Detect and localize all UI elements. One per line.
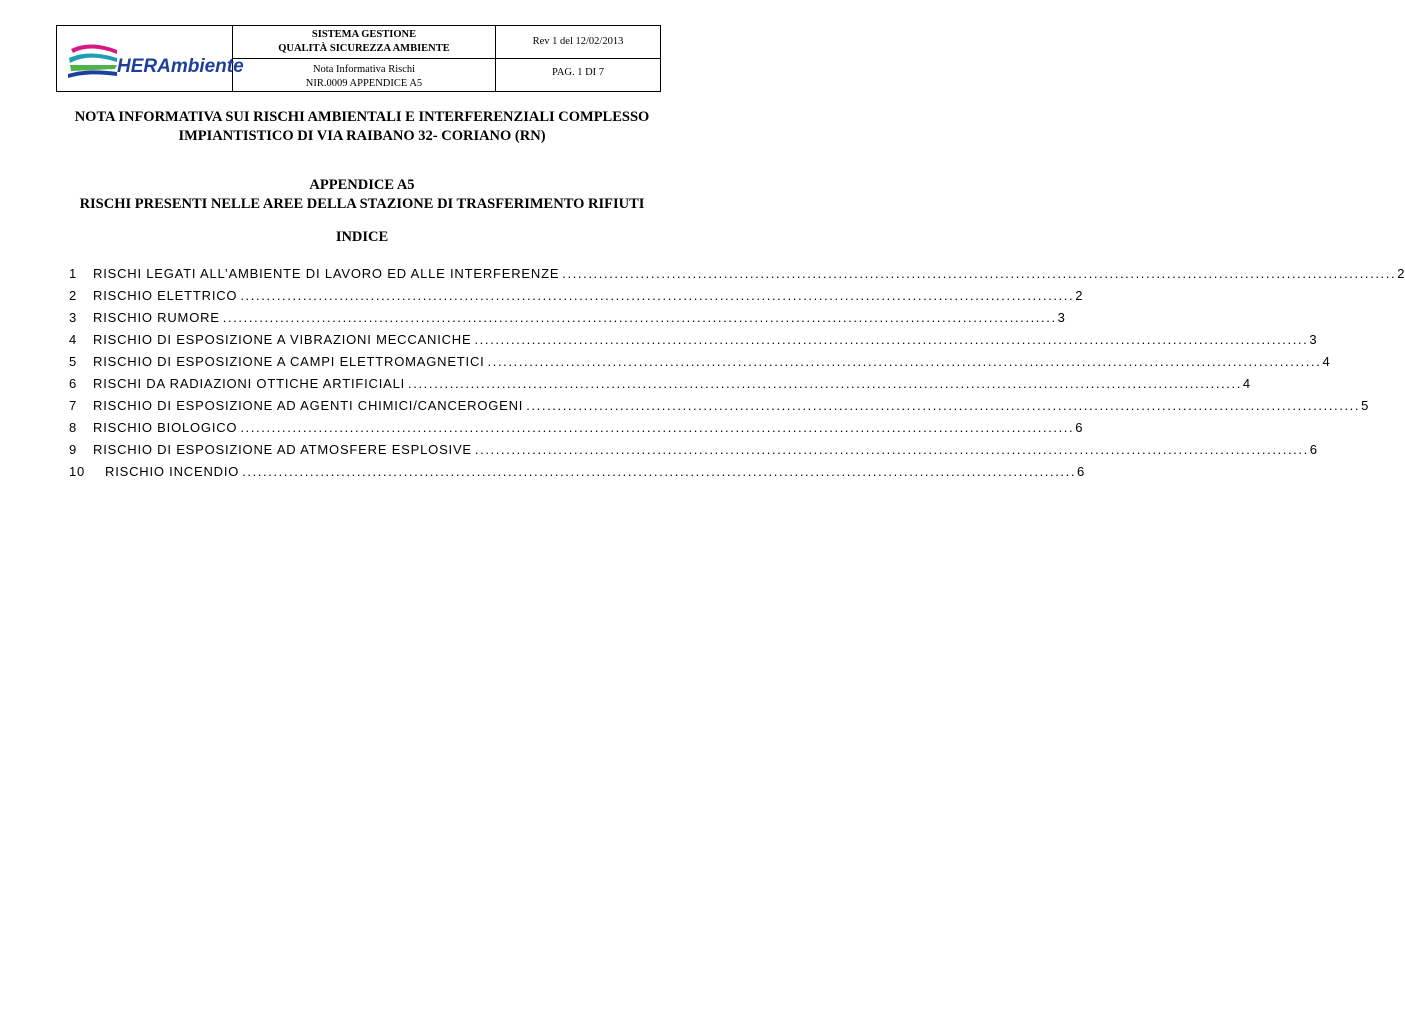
toc-entry-number: 5 — [69, 354, 78, 369]
toc-entry[interactable] — [69, 442, 1318, 464]
toc-entry[interactable] — [69, 398, 1370, 420]
toc-entry[interactable] — [69, 332, 1318, 354]
toc-entry-title: RISCHIO DI ESPOSIZIONE AD AGENTI CHIMICI/CANCEROGENI — [93, 398, 524, 413]
appendix-heading — [40, 176, 684, 214]
logo-text: HERAmbiente — [116, 55, 244, 77]
table-of-contents — [69, 266, 1405, 486]
toc-leader-dots — [488, 354, 1322, 369]
toc-entry-title: RISCHIO BIOLOGICO — [93, 420, 238, 435]
toc-entry-page: 6 — [1075, 420, 1084, 435]
toc-entry-page: 4 — [1322, 354, 1331, 369]
toc-entry[interactable] — [69, 310, 1066, 332]
toc-entry-title: RISCHIO ELETTRICO — [93, 288, 238, 303]
page-number: PAG. 1 DI 7 — [551, 67, 605, 78]
toc-entry-page: 6 — [1077, 464, 1086, 479]
toc-entry-title: RISCHI LEGATI ALL’AMBIENTE DI LAVORO ED ALLE INTERFERENZE — [93, 266, 560, 281]
appendix-label: APPENDICE A5 — [309, 177, 415, 193]
toc-entry[interactable] — [69, 464, 1086, 486]
toc-entry-title: RISCHI DA RADIAZIONI OTTICHE ARTIFICIALI — [93, 376, 406, 391]
toc-entry-title: RISCHIO DI ESPOSIZIONE A VIBRAZIONI MECCANICHE — [93, 332, 472, 347]
toc-leader-dots — [223, 310, 1057, 325]
toc-entry-number: 10 — [69, 464, 86, 479]
appendix-subtitle: RISCHI PRESENTI NELLE AREE DELLA STAZIONE DI TRASFERIMENTO RIFIUTI — [79, 196, 645, 212]
toc-leader-dots — [240, 288, 1074, 303]
document-header — [56, 25, 661, 92]
document-code-line2: NIR.0009 APPENDICE A5 — [305, 78, 423, 89]
toc-entry[interactable] — [69, 288, 1084, 310]
toc-entry-page: 3 — [1309, 332, 1318, 347]
document-code — [233, 59, 495, 91]
page-title — [40, 108, 684, 146]
system-title-line2: QUALITÀ SICUREZZA AMBIENTE — [278, 43, 450, 54]
toc-entry-page: 5 — [1361, 398, 1370, 413]
document-code-line1: Nota Informativa Rischi — [312, 64, 416, 75]
toc-leader-dots — [474, 332, 1308, 347]
toc-leader-dots — [526, 398, 1360, 413]
toc-entry-number: 8 — [69, 420, 78, 435]
toc-entry-page: 6 — [1309, 442, 1318, 457]
toc-entry-page: 2 — [1075, 288, 1084, 303]
toc-entry[interactable] — [69, 420, 1084, 442]
logo-cell — [57, 26, 244, 91]
toc-entry-number: 9 — [69, 442, 78, 457]
toc-entry-page: 4 — [1242, 376, 1251, 391]
toc-entry-title: RISCHIO RUMORE — [93, 310, 220, 325]
toc-entry-page: 3 — [1057, 310, 1066, 325]
toc-entry-title: RISCHIO DI ESPOSIZIONE AD ATMOSFERE ESPLOSIVE — [93, 442, 472, 457]
index-heading: INDICE — [335, 229, 389, 245]
toc-entry-page: 2 — [1397, 266, 1405, 281]
toc-entry-title: RISCHIO INCENDIO — [105, 464, 240, 479]
page-title-line2: IMPIANTISTICO DI VIA RAIBANO 32- CORIANO (RN) — [178, 128, 546, 144]
toc-entry[interactable] — [69, 266, 1405, 288]
hera-ambiente-logo — [65, 36, 244, 82]
toc-entry[interactable] — [69, 376, 1251, 398]
toc-entry-number: 4 — [69, 332, 78, 347]
toc-entry[interactable] — [69, 354, 1331, 376]
toc-leader-dots — [408, 376, 1242, 391]
toc-leader-dots — [242, 464, 1076, 479]
system-title-line1: SISTEMA GESTIONE — [311, 29, 417, 40]
toc-entry-number: 1 — [69, 266, 78, 281]
toc-leader-dots — [240, 420, 1074, 435]
toc-entry-title: RISCHIO DI ESPOSIZIONE A CAMPI ELETTROMAGNETICI — [93, 354, 485, 369]
toc-entry-number: 2 — [69, 288, 78, 303]
toc-leader-dots — [562, 266, 1396, 281]
toc-entry-number: 7 — [69, 398, 78, 413]
page-title-line1: NOTA INFORMATIVA SUI RISCHI AMBIENTALI E INTERFERENZIALI COMPLESSO — [74, 109, 650, 125]
toc-entry-number: 6 — [69, 376, 78, 391]
revision-label: Rev 1 del 12/02/2013 — [496, 26, 660, 59]
system-title — [233, 26, 495, 59]
toc-entry-number: 3 — [69, 310, 78, 325]
toc-leader-dots — [475, 442, 1309, 457]
